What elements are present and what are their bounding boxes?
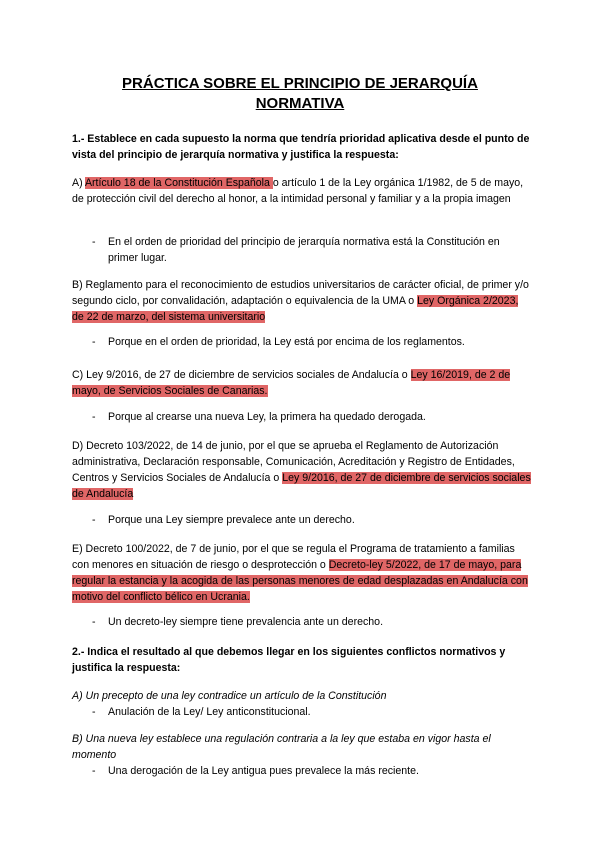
case-c-answer-text: Porque al crearse una nueva Ley, la primera ha quedado derogada. — [108, 411, 426, 423]
question-2-case-b-answer-text: Una derogación de la Ley antigua pues prevalece la más reciente. — [108, 765, 419, 777]
case-c — [72, 367, 532, 399]
case-c-text: C) Ley 9/2016, de 27 de diciembre de servicios sociales de Andalucía o — [72, 369, 411, 381]
case-c-highlight: Ley 16/2019, de 2 de mayo, de Servicios Sociales de Canarias. — [72, 369, 511, 397]
case-a — [72, 175, 532, 207]
case-b-answer — [92, 334, 532, 350]
case-a-text: o artículo 1 de la Ley orgánica 1/1982, de 5 de mayo, de protección civil del derecho al honor, a la intimidad personal y familiar y a la propia imagen — [72, 177, 524, 205]
case-d-answer — [92, 512, 532, 528]
bullet-dash: - — [92, 411, 96, 423]
case-d-answer-text: Porque una Ley siempre prevalece ante un derecho. — [108, 514, 355, 526]
case-e-answer-text: Un decreto-ley siempre tiene prevalencia ante un derecho. — [108, 616, 384, 628]
bullet-dash: - — [92, 336, 96, 348]
case-a-answer-text: En el orden de prioridad del principio de jerarquía normativa está la Constitución en primer lugar. — [108, 236, 500, 264]
question-2-case-a-answer — [92, 704, 532, 720]
case-d-text: D) Decreto 103/2022, de 14 de junio, por el que se aprueba el Reglamento de Autorización administrativa, Declaración responsable, Comunicación, Acreditación y Registro de Entidades, Centros y Servicios Sociales de Andalucía o — [72, 440, 515, 484]
question-2: 2.- Indica el resultado al que debemos llegar en los siguientes conflictos normativos y justifica la respuesta: — [72, 646, 506, 674]
case-e-answer — [92, 614, 532, 630]
bullet-dash: - — [92, 514, 96, 526]
case-e-text: E) Decreto 100/2022, de 7 de junio, por el que se regula el Programa de tratamiento a familias con menores en situación de riesgo o desprotección o — [72, 543, 515, 571]
question-2-case-b-answer — [92, 763, 532, 779]
case-d-highlight: Ley 9/2016, de 27 de diciembre de servicios sociales de Andalucía — [72, 472, 531, 500]
bullet-dash: - — [92, 616, 96, 628]
question-2-case-a: A) Un precepto de una ley contradice un artículo de la Constitución — [72, 690, 387, 702]
case-c-answer — [92, 409, 532, 425]
title-line-2: NORMATIVA — [255, 95, 345, 112]
question-1: 1.- Establece en cada supuesto la norma que tendría prioridad aplicativa desde el punto de vista del principio de jerarquía normativa y justifica la respuesta: — [72, 133, 530, 161]
document-title — [60, 74, 540, 114]
question-2-case-b: B) Una nueva ley establece una regulación contraria a la ley que estaba en vigor hasta el momento — [72, 733, 491, 761]
case-b-text: B) Reglamento para el reconocimiento de estudios universitarios de carácter oficial, de primer y/o segundo ciclo, por convalidación, adaptación o equivalencia de la UMA o — [72, 279, 529, 307]
case-e-highlight: Decreto-ley 5/2022, de 17 de mayo, para regular la estancia y la acogida de las personas menores de edad desplazadas en Andalucía con motivo del conflicto bélico en Ucrania. — [72, 559, 528, 603]
title-line-1: PRÁCTICA SOBRE EL PRINCIPIO DE JERARQUÍA — [122, 75, 478, 92]
bullet-dash: - — [92, 706, 96, 718]
case-b-highlight: Ley Orgánica 2/2023, de 22 de marzo, del sistema universitario — [72, 295, 519, 323]
case-d — [72, 438, 532, 502]
case-a-prefix: A) — [72, 177, 85, 189]
case-e — [72, 541, 532, 605]
case-b-answer-text: Porque en el orden de prioridad, la Ley está por encima de los reglamentos. — [108, 336, 465, 348]
case-b — [72, 277, 532, 325]
bullet-dash: - — [92, 765, 96, 777]
case-a-answer — [92, 234, 532, 266]
bullet-dash: - — [92, 236, 96, 248]
case-a-highlight: Artículo 18 de la Constitución Española — [84, 177, 273, 189]
question-2-case-a-answer-text: Anulación de la Ley/ Ley anticonstitucional. — [108, 706, 311, 718]
